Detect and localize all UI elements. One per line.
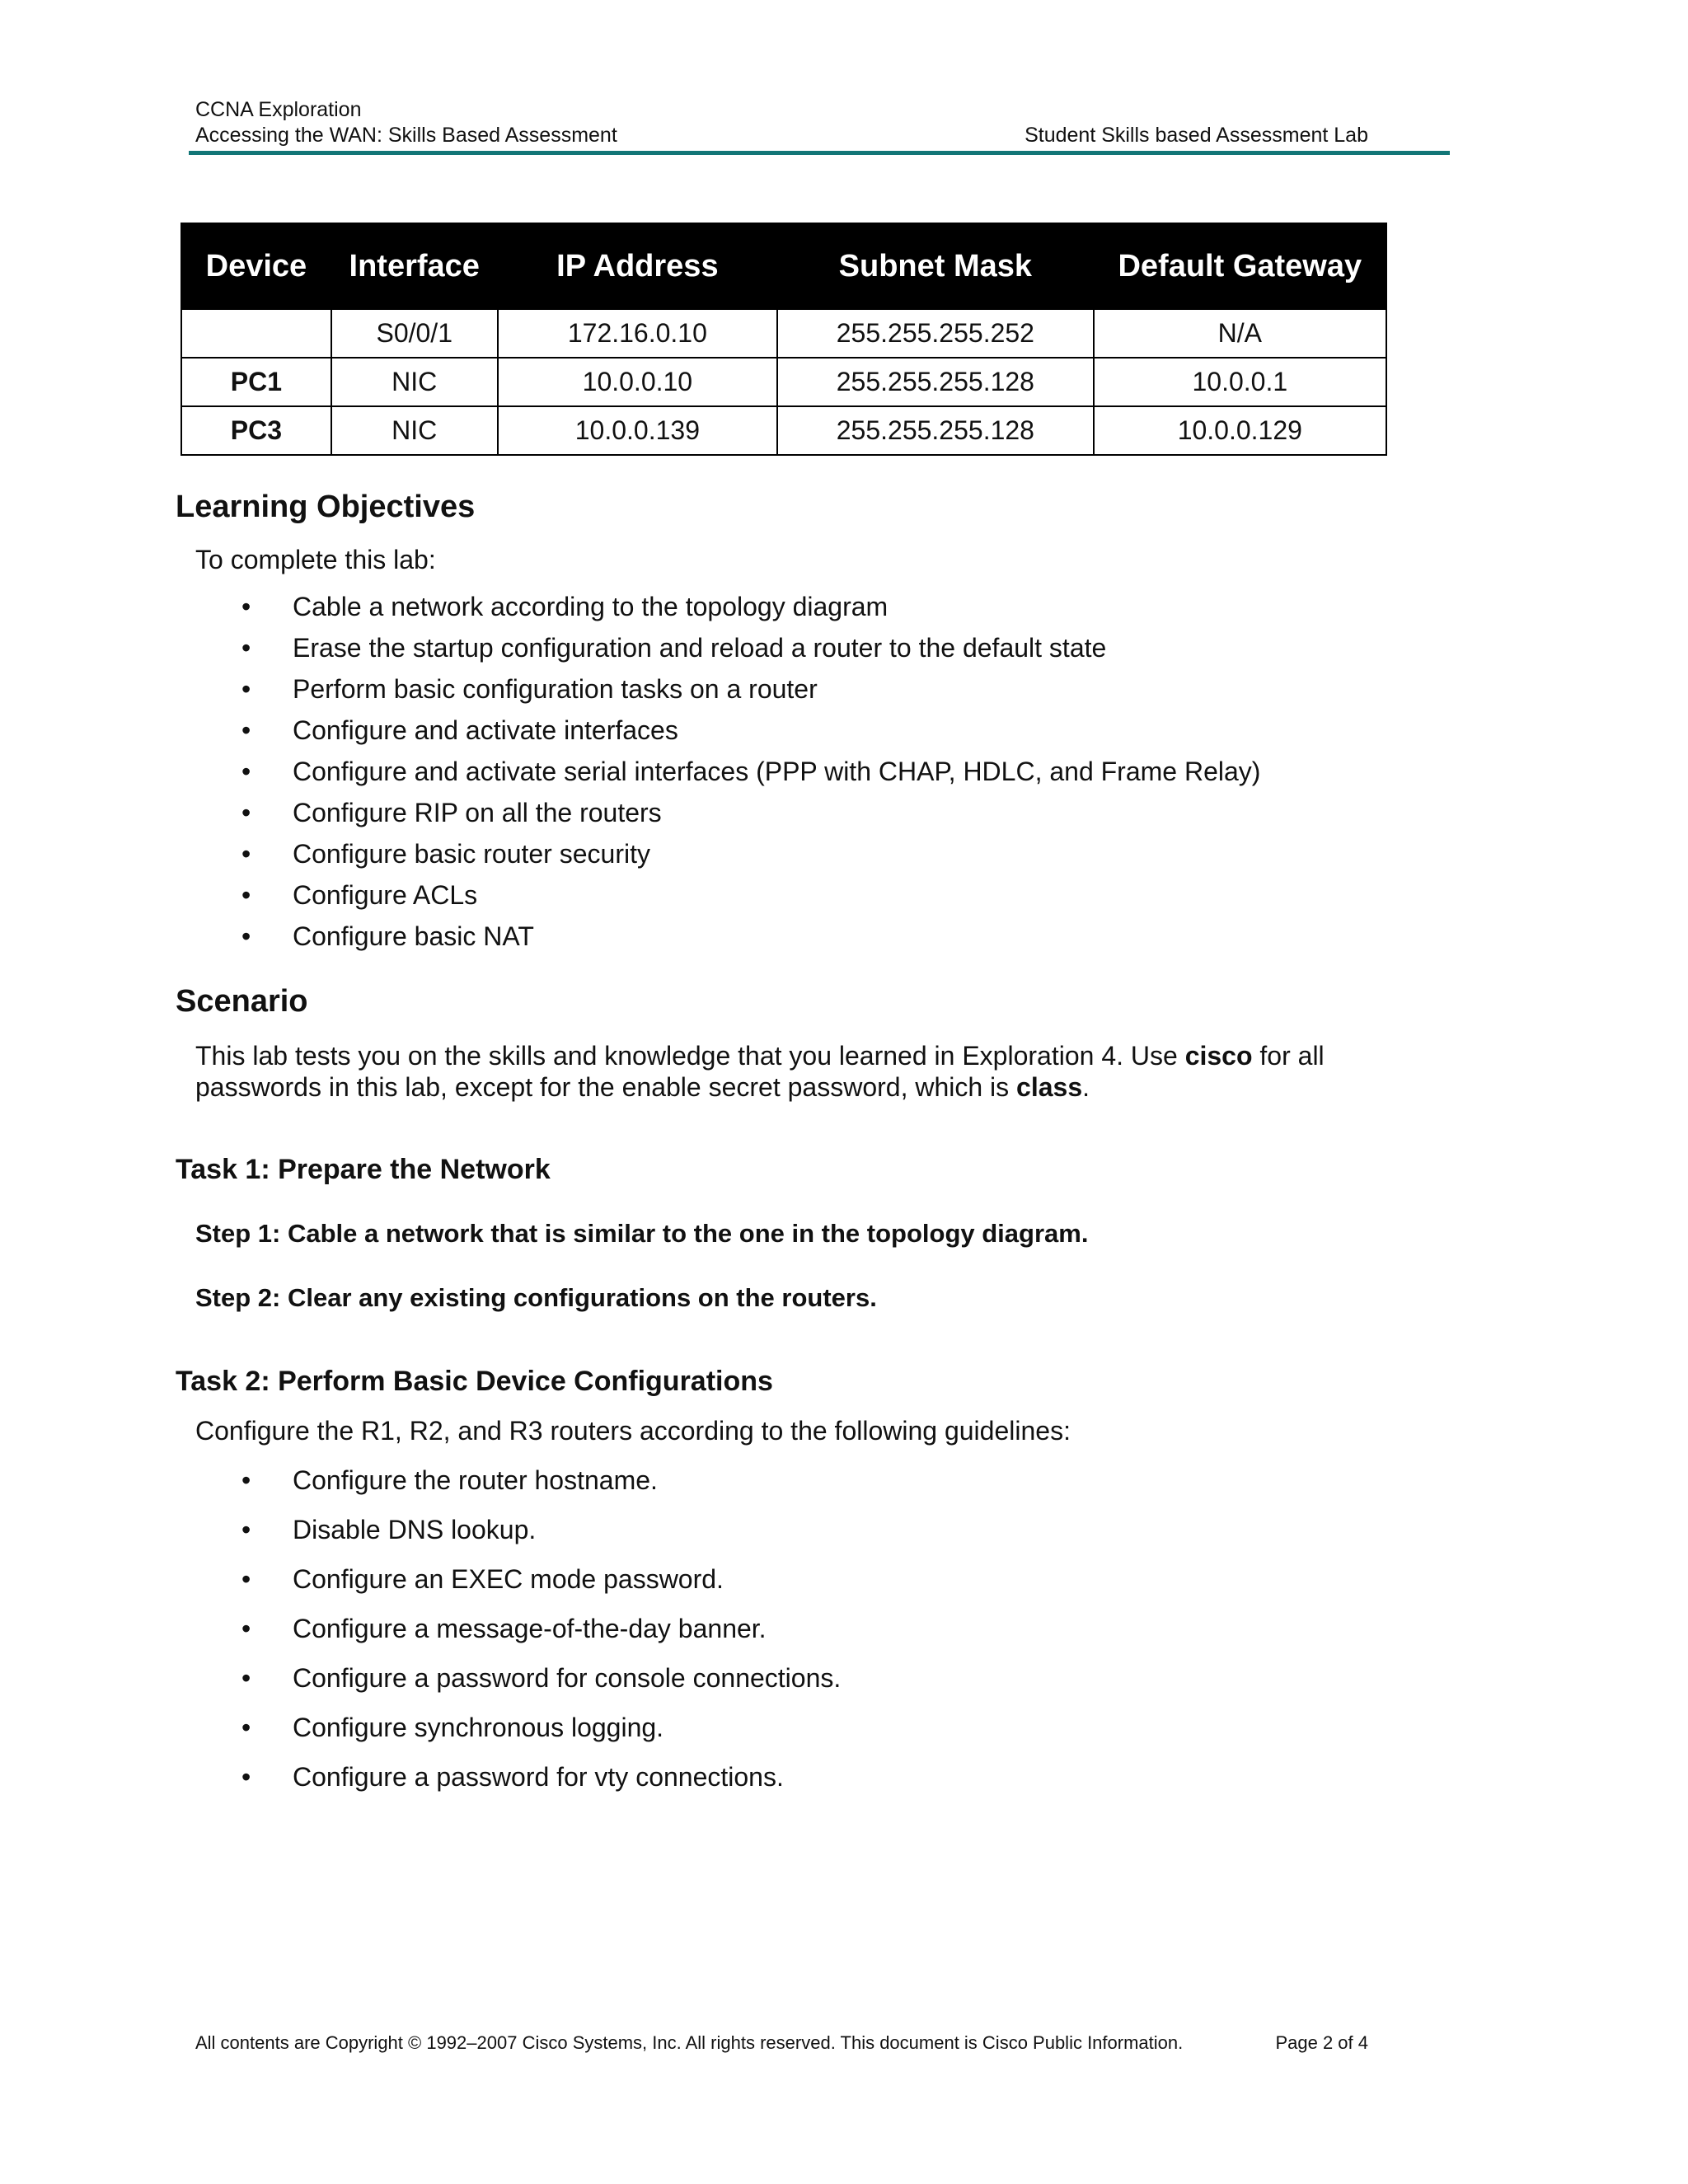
list-item: • Configure RIP on all the routers: [195, 792, 1260, 833]
table-header-row: [181, 223, 1386, 309]
column-header-default-gateway: Default Gateway: [1094, 223, 1386, 309]
scenario-paragraph: [195, 1040, 1399, 1103]
scenario-text-3: .: [1082, 1072, 1090, 1102]
list-item: • Configure a message-of-the-day banner.: [195, 1604, 841, 1653]
column-header-ip-address: IP Address: [498, 223, 777, 309]
list-item: • Configure basic NAT: [195, 916, 1260, 957]
cell-ip-address: 10.0.0.139: [498, 406, 777, 455]
task2-heading: Task 2: Perform Basic Device Configurations: [176, 1366, 773, 1397]
cell-device: PC1: [181, 358, 331, 406]
header-module: Accessing the WAN: Skills Based Assessment: [195, 124, 617, 147]
cell-device: PC3: [181, 406, 331, 455]
column-header-subnet-mask: Subnet Mask: [777, 223, 1094, 309]
list-item: • Disable DNS lookup.: [195, 1505, 841, 1554]
cell-device: [181, 309, 331, 358]
list-item: • Configure and activate interfaces: [195, 710, 1260, 751]
scenario-text-2: for all passwords in this lab, except for the enable secret password, which is: [195, 1041, 1325, 1102]
cell-subnet-mask: 255.255.255.252: [777, 309, 1094, 358]
header-rule: [189, 151, 1450, 155]
column-header-interface: Interface: [331, 223, 498, 309]
header-course: CCNA Exploration: [195, 98, 362, 121]
cell-subnet-mask: 255.255.255.128: [777, 358, 1094, 406]
list-item: • Configure ACLs: [195, 874, 1260, 916]
cell-default-gateway: N/A: [1094, 309, 1386, 358]
addressing-table: [181, 223, 1387, 456]
cell-ip-address: 10.0.0.10: [498, 358, 777, 406]
cell-subnet-mask: 255.255.255.128: [777, 406, 1094, 455]
list-item: • Configure basic router security: [195, 833, 1260, 874]
scenario-text-1: This lab tests you on the skills and knowledge that you learned in Exploration 4. Use: [195, 1041, 1185, 1071]
cell-default-gateway: 10.0.0.129: [1094, 406, 1386, 455]
task1-heading: Task 1: Prepare the Network: [176, 1154, 551, 1185]
header-lab-type: Student Skills based Assessment Lab: [1025, 124, 1368, 147]
list-item: • Configure a password for vty connections.: [195, 1752, 841, 1802]
footer-page-number: Page 2 of 4: [1275, 2032, 1368, 2053]
list-item: • Configure synchronous logging.: [195, 1703, 841, 1752]
task2-intro: Configure the R1, R2, and R3 routers according to the following guidelines:: [195, 1416, 1071, 1446]
list-item: • Cable a network according to the topology diagram: [195, 586, 1260, 627]
task1-step1: Step 1: Cable a network that is similar to the one in the topology diagram.: [195, 1219, 1089, 1248]
task1-step2: Step 2: Clear any existing configurations on the routers.: [195, 1283, 877, 1312]
learning-objectives-heading: Learning Objectives: [176, 490, 476, 524]
list-item: • Erase the startup configuration and reload a router to the default state: [195, 627, 1260, 668]
list-item: • Configure a password for console connections.: [195, 1653, 841, 1703]
footer-copyright: All contents are Copyright © 1992–2007 Cisco Systems, Inc. All rights reserved. This document is Cisco Public Information.: [195, 2032, 1184, 2053]
learning-objectives-list: [195, 586, 1260, 957]
learning-objectives-intro: To complete this lab:: [195, 545, 436, 574]
cell-ip-address: 172.16.0.10: [498, 309, 777, 358]
table-row: [181, 309, 1386, 358]
list-item: • Configure the router hostname.: [195, 1455, 841, 1505]
list-item: • Configure an EXEC mode password.: [195, 1554, 841, 1604]
cell-interface: NIC: [331, 406, 498, 455]
list-item: • Perform basic configuration tasks on a router: [195, 668, 1260, 710]
table-row: [181, 406, 1386, 455]
cell-interface: S0/0/1: [331, 309, 498, 358]
column-header-device: Device: [181, 223, 331, 309]
scenario-heading: Scenario: [176, 984, 308, 1019]
scenario-password-class: class: [1016, 1072, 1083, 1102]
cell-interface: NIC: [331, 358, 498, 406]
cell-default-gateway: 10.0.0.1: [1094, 358, 1386, 406]
table-row: [181, 358, 1386, 406]
task2-guidelines-list: [195, 1455, 841, 1802]
scenario-password-cisco: cisco: [1184, 1041, 1253, 1071]
list-item: • Configure and activate serial interfaces (PPP with CHAP, HDLC, and Frame Relay): [195, 751, 1260, 792]
